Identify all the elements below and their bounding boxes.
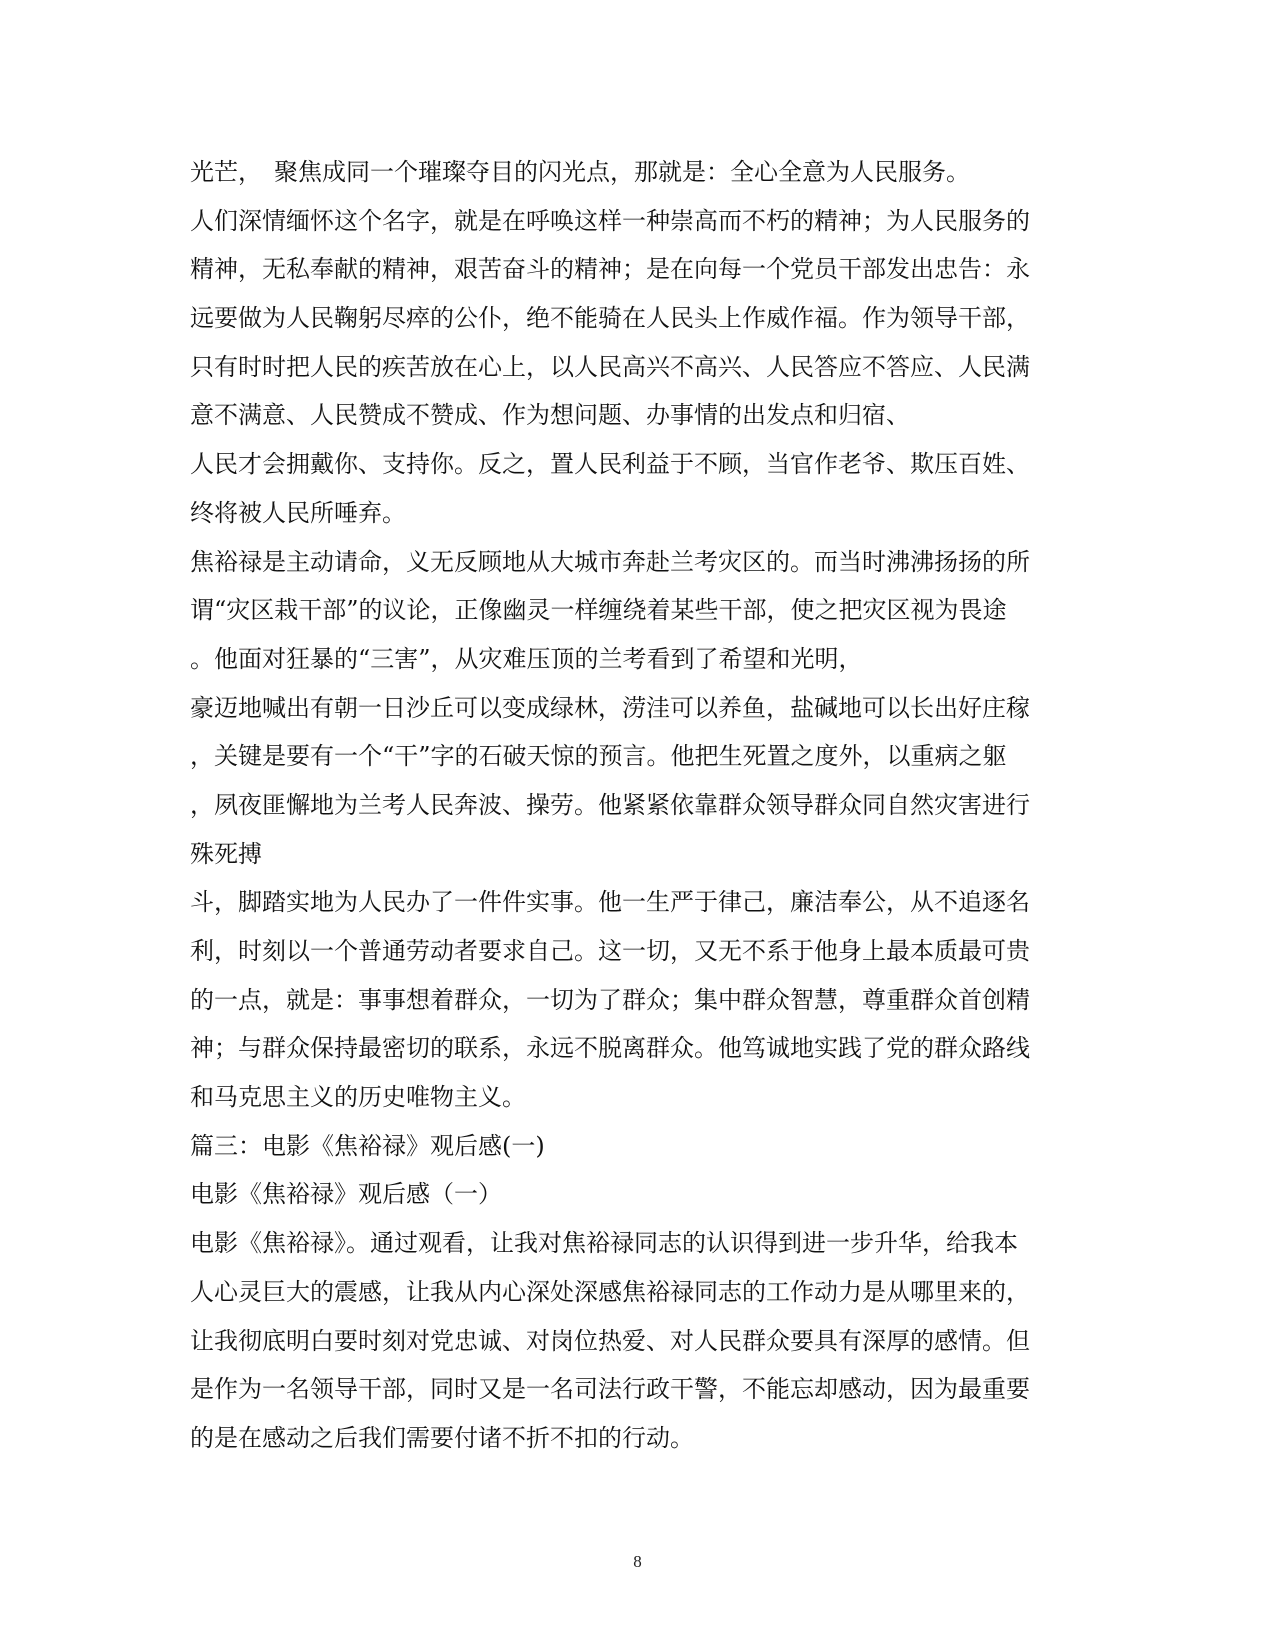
text-line: 利，时刻以一个普通劳动者要求自己。这一切，又无不系于他身上最本质最可贵 xyxy=(190,937,1030,965)
article-title: 电影《焦裕禄》观后感（一） xyxy=(190,1180,502,1209)
text-line: 人民才会拥戴你、支持你。反之，置人民利益于不顾，当官作老爷、欺压百姓、 xyxy=(190,450,1030,479)
text-line: ，夙夜匪懈地为兰考人民奔波、操劳。他紧紧依靠群众领导群众同自然灾害进行 xyxy=(190,790,1030,819)
page-number: 8 xyxy=(633,1552,642,1571)
text-line: 斗，脚踏实地为人民办了一件件实事。他一生严于律己，廉洁奉公，从不追逐名 xyxy=(190,888,1030,917)
text-line: 终将被人民所唾弃。 xyxy=(190,498,406,527)
text-line: 豪迈地喊出有朝一日沙丘可以变成绿林，涝洼可以养鱼，盐碱地可以长出好庄稼 xyxy=(190,693,1030,722)
text-line: 只有时时把人民的疾苦放在心上，以人民高兴不高兴、人民答应不答应、人民满 xyxy=(190,352,1030,381)
text-line: 光芒， 聚焦成同一个璀璨夺目的闪光点，那就是：全心全意为人民服务。 xyxy=(190,158,970,186)
text-line: 的是在感动之后我们需要付诸不折不扣的行动。 xyxy=(190,1423,694,1452)
text-line: 让我彻底明白要时刻对党忠诚、对岗位热爱、对人民群众要具有深厚的感情。但 xyxy=(190,1326,1030,1355)
text-line: 精神，无私奉献的精神，艰苦奋斗的精神；是在向每一个党员干部发出忠告：永 xyxy=(190,255,1030,284)
text-line: 焦裕禄是主动请命，义无反顾地从大城市奔赴兰考灾区的。而当时沸沸扬扬的所 xyxy=(190,547,1030,576)
text-line: 是作为一名领导干部，同时又是一名司法行政干警，不能忘却感动，因为最重要 xyxy=(190,1375,1030,1404)
text-line: 谓“灾区栽干部”的议论，正像幽灵一样缠绕着某些干部，使之把灾区视为畏途 xyxy=(190,596,1007,625)
section-heading: 篇三：电影《焦裕禄》观后感(一) xyxy=(190,1131,545,1160)
text-line: ，关键是要有一个“干”字的石破天惊的预言。他把生死置之度外，以重病之躯 xyxy=(190,742,1007,771)
text-line: 殊死搏 xyxy=(190,839,262,868)
text-line: 和马克思主义的历史唯物主义。 xyxy=(190,1083,526,1112)
document-body xyxy=(190,148,1070,1463)
text-line: 。他面对狂暴的“三害”，从灾难压顶的兰考看到了希望和光明， xyxy=(190,644,863,673)
text-line: 人们深情缅怀这个名字，就是在呼唤这样一种崇高而不朽的精神；为人民服务的 xyxy=(190,206,1030,235)
text-line: 神；与群众保持最密切的联系，永远不脱离群众。他笃诚地实践了党的群众路线 xyxy=(190,1034,1030,1063)
text-line: 电影《焦裕禄》。通过观看，让我对焦裕禄同志的认识得到进一步升华，给我本 xyxy=(190,1229,1018,1258)
text-line: 远要做为人民鞠躬尽瘁的公仆，绝不能骑在人民头上作威作福。作为领导干部， xyxy=(190,304,1030,333)
text-line: 的一点，就是：事事想着群众，一切为了群众；集中群众智慧，尊重群众首创精 xyxy=(190,985,1030,1014)
text-line: 人心灵巨大的震感，让我从内心深处深感焦裕禄同志的工作动力是从哪里来的， xyxy=(190,1277,1030,1306)
text-line: 意不满意、人民赞成不赞成、作为想问题、办事情的出发点和归宿、 xyxy=(190,401,910,430)
